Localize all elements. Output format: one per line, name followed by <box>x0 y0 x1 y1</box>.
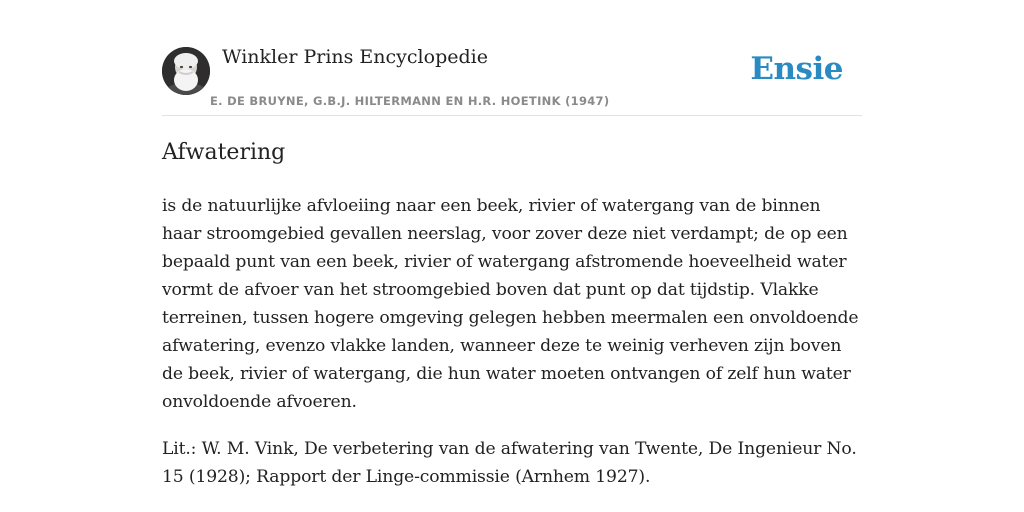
source-header <box>162 0 862 116</box>
ensie-logo[interactable]: Ensie <box>750 51 843 87</box>
source-title[interactable]: Winkler Prins Encyclopedie <box>222 46 488 68</box>
bearded-man-portrait-icon <box>162 47 210 95</box>
avatar[interactable] <box>162 47 210 95</box>
page <box>162 0 862 512</box>
entry-body: is de natuurlijke afvloeiing naar een beek, rivier of watergang van de binnen haar stroomgebied gevallen neerslag, voor zover deze niet verdampt; de op een bepaald punt van een beek, rivier of watergang afstromende hoeveelheid water vormt de afvoer van het stroomgebied boven dat punt op dat tijdstip. Vlakke terreinen, tussen hogere omgeving gelegen hebben meermalen een onvoldoende afwatering, evenzo vlakke landen, wanneer deze te weinig verheven zijn boven de beek, rivier of watergang, die hun water moeten ontvangen of zelf hun water onvoldoende afvoeren. <box>162 196 859 412</box>
source-authors: E. DE BRUYNE, G.B.J. HILTERMANN EN H.R. HOETINK (1947) <box>210 94 610 108</box>
entry-title: Afwatering <box>162 140 286 165</box>
entry-literature: Lit.: W. M. Vink, De verbetering van de afwatering van Twente, De Ingenieur No. 15 (1928); Rapport der Linge-commissie (Arnhem 1927). <box>162 439 857 487</box>
